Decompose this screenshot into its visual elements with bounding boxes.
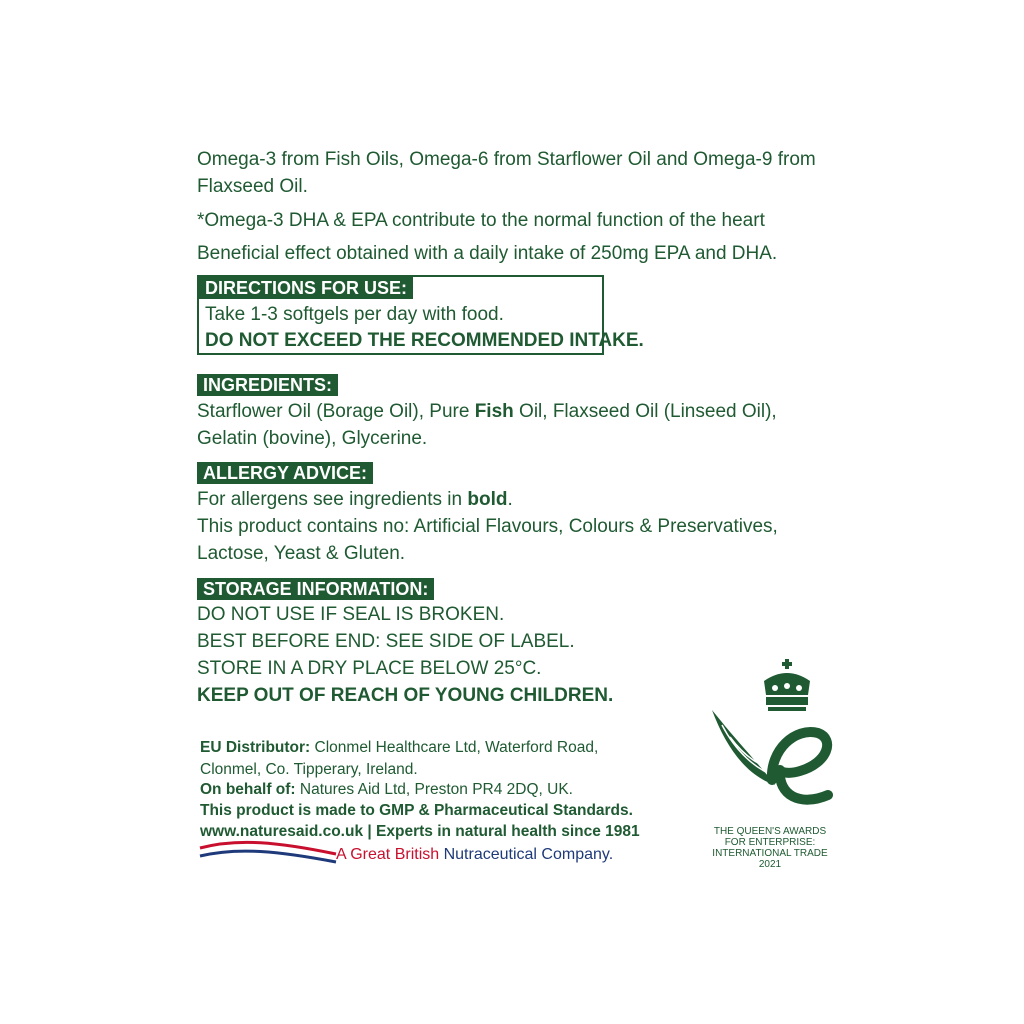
union-flag-swoosh-icon [198,838,338,868]
ingredients-bold-allergen: Fish [474,401,514,422]
allergy-line-1: For allergens see ingredients in bold. [197,489,513,510]
allergy-line-3: Lactose, Yeast & Gluten. [197,543,406,564]
intro-line-4: Beneficial effect obtained with a daily intake of 250mg EPA and DHA. [197,243,778,264]
directions-box [197,275,644,355]
intro-line-3: *Omega-3 DHA & EPA contribute to the normal function of the heart [197,210,765,231]
distributor-line-2: Clonmel, Co. Tipperary, Ireland. [200,761,418,778]
award-caption: THE QUEEN'S AWARDS FOR ENTERPRISE: INTERNATIONAL TRADE 2021 [712,826,828,870]
storage-line-3: STORE IN A DRY PLACE BELOW 25°C. [197,658,542,679]
intro-line-2: Flaxseed Oil. [197,176,308,197]
storage-line-4: KEEP OUT OF REACH OF YOUNG CHILDREN. [197,685,614,706]
tagline: A Great British Nutraceutical Company. [336,846,614,863]
directions-heading: DIRECTIONS FOR USE: [199,277,413,299]
intro-line-1: Omega-3 from Fish Oils, Omega-6 from Starflower Oil and Omega-9 from [197,149,816,170]
directions-line-1: Take 1-3 softgels per day with food. [205,304,504,325]
allergy-line-2: This product contains no: Artificial Flavours, Colours & Preservatives, [197,516,778,537]
distributor-line-1: EU Distributor: Clonmel Healthcare Ltd, Waterford Road, [200,739,599,756]
storage-line-1: DO NOT USE IF SEAL IS BROKEN. [197,604,505,625]
directions-line-2: DO NOT EXCEED THE RECOMMENDED INTAKE. [205,330,644,351]
ingredients-line-2: Gelatin (bovine), Glycerine. [197,428,428,449]
website-line: www.naturesaid.co.uk | Experts in natural health since 1981 [200,823,640,840]
behalf-line: On behalf of: Natures Aid Ltd, Preston PR4 2DQ, UK. [200,781,573,798]
storage-heading: STORAGE INFORMATION: [197,578,434,600]
allergy-heading: ALLERGY ADVICE: [197,462,373,484]
gmp-line: This product is made to GMP & Pharmaceutical Standards. [200,802,633,819]
ingredients-line-1: Starflower Oil (Borage Oil), Pure Fish Oil, Flaxseed Oil (Linseed Oil), [197,401,777,422]
storage-line-2: BEST BEFORE END: SEE SIDE OF LABEL. [197,631,575,652]
queens-award-emblem-icon [700,655,840,825]
ingredients-heading: INGREDIENTS: [197,374,338,396]
